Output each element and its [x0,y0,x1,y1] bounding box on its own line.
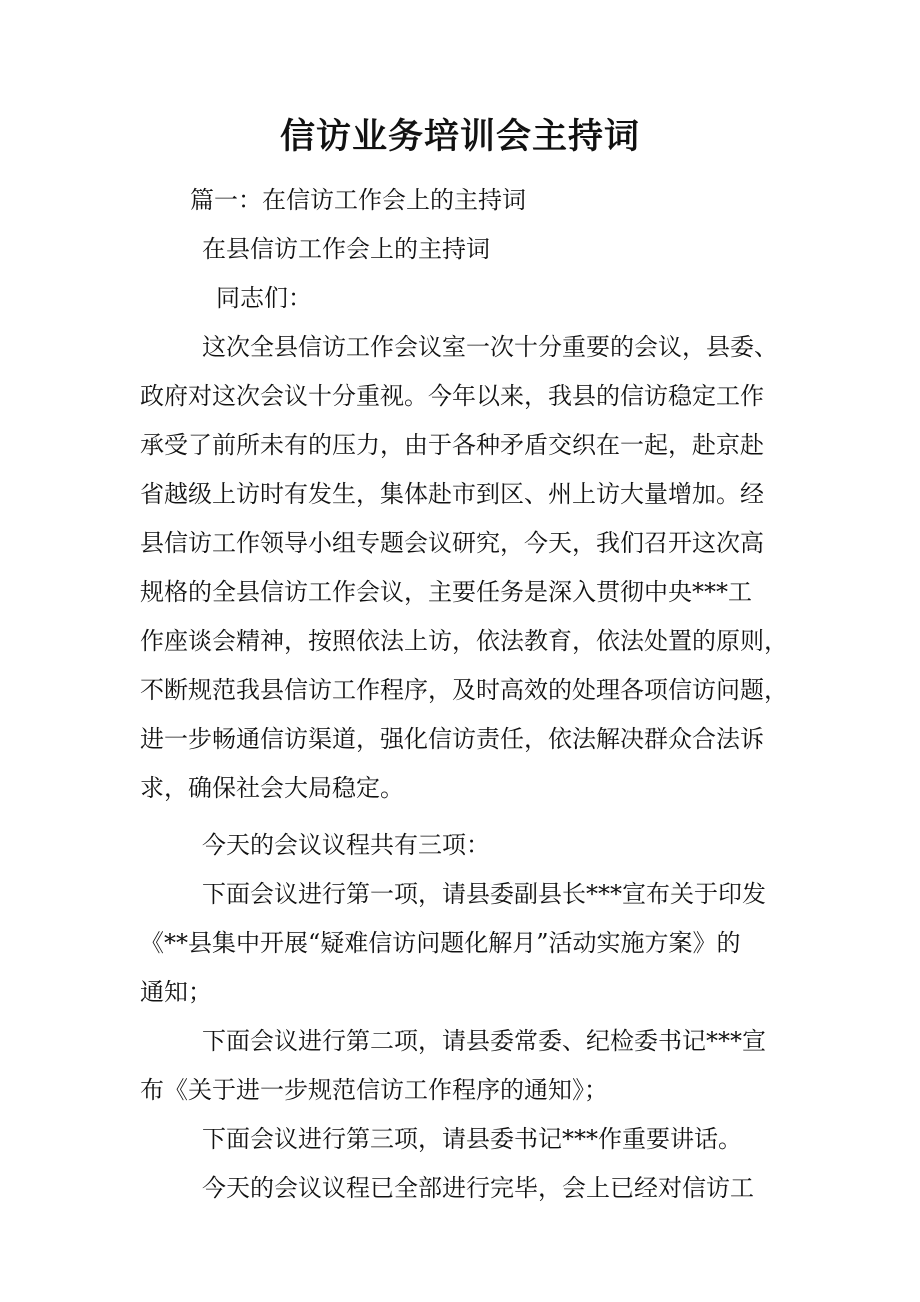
paragraph-line: 这次全县信访工作会议室一次十分重要的会议，县委、 [202,333,778,361]
subtitle: 在县信访工作会上的主持词 [202,235,490,263]
agenda-intro: 今天的会议议程共有三项： [202,831,490,859]
agenda-item-2-line: 布《关于进一步规范信访工作程序的通知》； [140,1076,608,1104]
paragraph-line: 作座谈会精神，按照依法上访，依法教育，依法处置的原则， [140,627,788,655]
paragraph-line: 规格的全县信访工作会议，主要任务是深入贯彻中央***工 [140,578,752,606]
agenda-item-3-line: 下面会议进行第三项，请县委书记***作重要讲话。 [202,1125,742,1153]
paragraph-line: 求，确保社会大局稳定。 [140,774,404,802]
agenda-item-1-line: 《**县集中开展“疑难信访问题化解月”活动实施方案》的 [140,929,741,957]
paragraph-line: 承受了前所未有的压力，由于各种矛盾交织在一起，赴京赴 [140,431,764,459]
paragraph-gap [140,817,800,825]
paragraph-line: 不断规范我县信访工作程序，及时高效的处理各项信访问题， [140,676,788,704]
document-body [140,180,800,1217]
section-heading: 篇一：在信访工作会上的主持词 [190,186,526,214]
paragraph-line: 省越级上访时有发生，集体赴市到区、州上访大量增加。经 [140,480,764,508]
closing-line: 今天的会议议程已全部进行完毕，会上已经对信访工 [202,1174,754,1202]
agenda-item-1-line: 通知； [140,978,212,1006]
salutation: 同志们： [216,284,312,312]
paragraph-line: 县信访工作领导小组专题会议研究，今天，我们召开这次高 [140,529,764,557]
agenda-item-1-line: 下面会议进行第一项，请县委副县长***宣布关于印发 [202,880,766,908]
document-title: 信访业务培训会主持词 [279,116,640,157]
paragraph-line: 政府对这次会议十分重视。今年以来，我县的信访稳定工作 [140,382,764,410]
agenda-item-2-line: 下面会议进行第二项，请县委常委、纪检委书记***宣 [202,1027,766,1055]
paragraph-line: 进一步畅通信访渠道，强化信访责任，依法解决群众合法诉 [140,725,764,753]
